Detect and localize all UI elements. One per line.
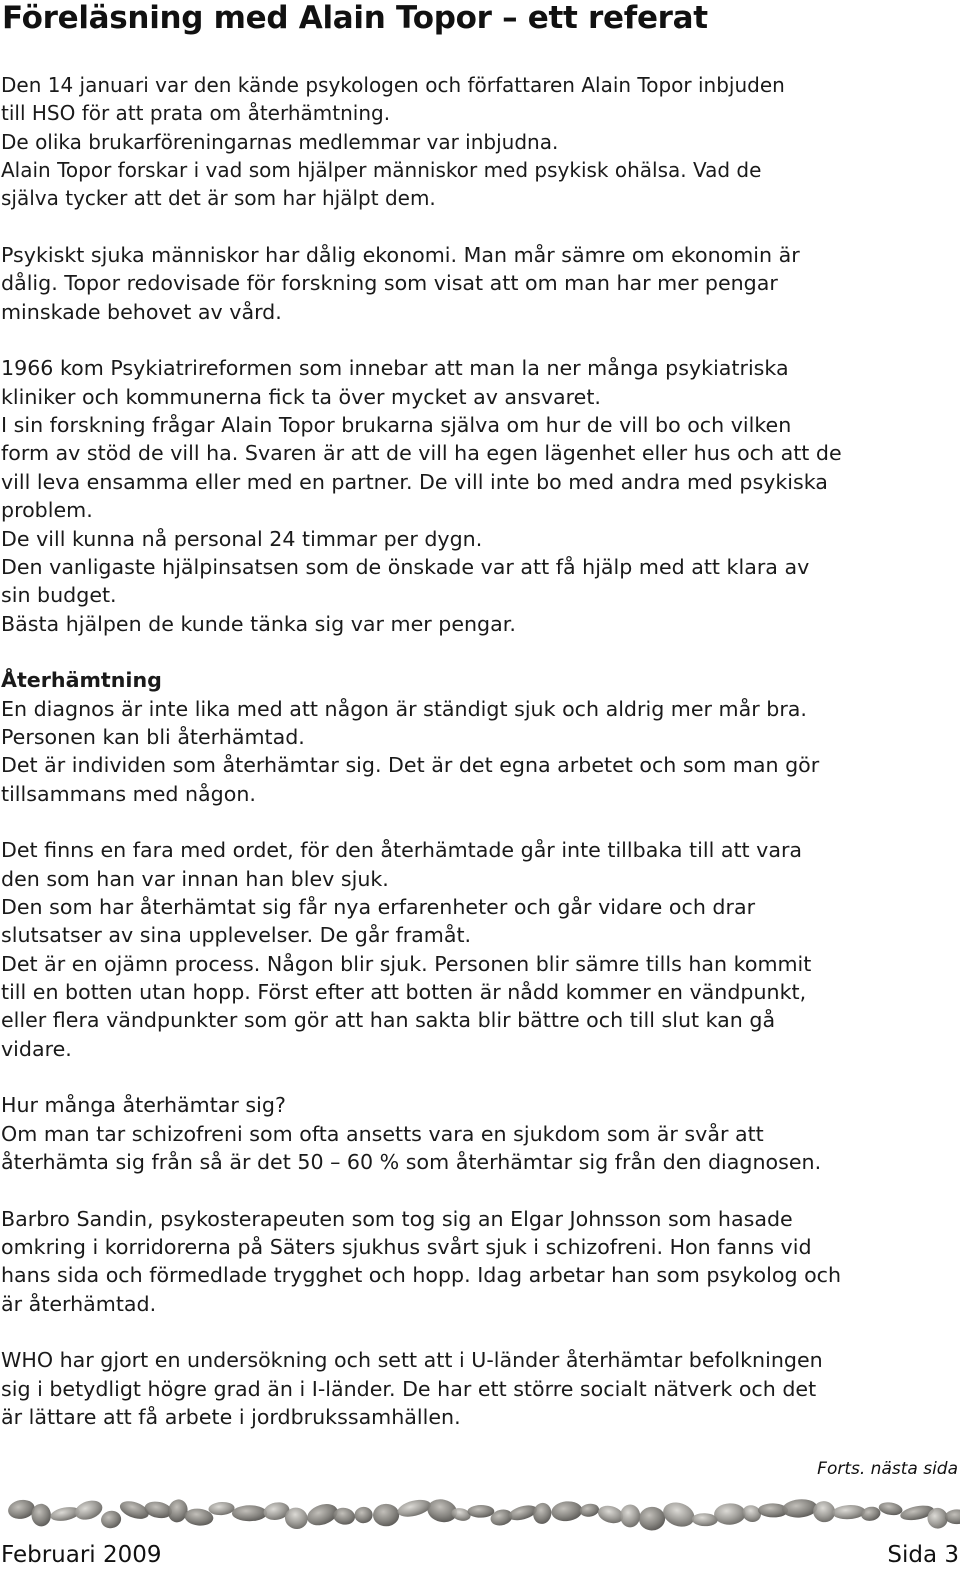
footer-date: Februari 2009: [1, 1542, 162, 1568]
text-line: är lättare att få arbete i jordbrukssamhällen.: [1, 1405, 461, 1430]
text-line: Det är en ojämn process. Någon blir sjuk. Personen blir sämre tills han kommit: [1, 951, 812, 976]
paragraph-process: [1, 836, 959, 1063]
paragraph-economy: [1, 241, 959, 326]
text-line: De olika brukarföreningarnas medlemmar var inbjudna.: [1, 129, 559, 154]
text-line: sin budget.: [1, 583, 117, 608]
text-line: Det är individen som återhämtar sig. Det är det egna arbetet och som man gör: [1, 753, 820, 778]
pebble-border-decoration: [0, 1494, 960, 1538]
text-line: En diagnos är inte lika med att någon är ständigt sjuk och aldrig mer mår bra.: [1, 696, 807, 721]
article-title: Föreläsning med Alain Topor – ett referat: [2, 0, 708, 36]
paragraph-who: [1, 1346, 959, 1431]
text-line: De vill kunna nå personal 24 timmar per dygn.: [1, 526, 483, 551]
paragraph-intro: [1, 71, 959, 213]
paragraph-how-many: [1, 1091, 959, 1176]
continuation-note: Forts. nästa sida: [817, 1459, 958, 1479]
text-line: minskade behovet av vård.: [1, 299, 282, 324]
text-line: omkring i korridorerna på Säters sjukhus svårt sjuk i schizofreni. Hon fanns vid: [1, 1235, 812, 1260]
text-line: vidare.: [1, 1036, 72, 1061]
text-line: 1966 kom Psykiatrireformen som innebar att man la ner många psykiatriska: [1, 356, 789, 381]
text-line: Den som har återhämtat sig får nya erfarenheter och går vidare och drar: [1, 894, 756, 919]
text-line: I sin forskning frågar Alain Topor brukarna själva om hur de vill bo och vilken: [1, 413, 792, 438]
text-line: vill leva ensamma eller med en partner. De vill inte bo med andra med psykiska: [1, 469, 828, 494]
text-line: WHO har gjort en undersökning och sett att i U-länder återhämtar befolkningen: [1, 1348, 823, 1373]
text-line: Den vanligaste hjälpinsatsen som de önskade var att få hjälp med att klara av: [1, 554, 810, 579]
text-line: Bästa hjälpen de kunde tänka sig var mer pengar.: [1, 611, 516, 636]
paragraph-recovery: [1, 666, 959, 808]
text-line: den som han var innan han blev sjuk.: [1, 866, 389, 891]
text-line: eller flera vändpunkter som gör att han sakta blir bättre och till slut kan gå: [1, 1008, 776, 1033]
text-line: Den 14 januari var den kände psykologen och författaren Alain Topor inbjuden: [1, 73, 785, 97]
text-line: till en botten utan hopp. Först efter att botten är nådd kommer en vändpunkt,: [1, 980, 807, 1004]
text-line: Det finns en fara med ordet, för den återhämtade går inte tillbaka till att vara: [1, 838, 803, 863]
text-line: Hur många återhämtar sig?: [1, 1093, 286, 1118]
text-line: slutsatser av sina upplevelser. De går framåt.: [1, 923, 472, 948]
text-line: Psykiskt sjuka människor har dålig ekonomi. Man mår sämre om ekonomin är: [1, 243, 800, 268]
text-line: Barbro Sandin, psykosterapeuten som tog sig an Elgar Johnsson som hasade: [1, 1206, 793, 1231]
article-body: [1, 71, 959, 1460]
text-line: Alain Topor forskar i vad som hjälper människor med psykisk ohälsa. Vad de: [1, 158, 762, 183]
text-line: återhämta sig från så är det 50 – 60 % som återhämtar sig från den diagnosen.: [1, 1150, 822, 1175]
text-line: till HSO för att prata om återhämtning.: [1, 101, 391, 126]
text-line: sig i betydligt högre grad än i I-länder. De har ett större socialt nätverk och det: [1, 1376, 817, 1401]
text-line: dålig. Topor redovisade för forskning som visat att om man har mer pengar: [1, 271, 778, 296]
text-line: själva tycker att det är som har hjälpt dem.: [1, 186, 436, 211]
footer-page-number: Sida 3: [887, 1542, 959, 1568]
paragraph-sandin: [1, 1205, 959, 1318]
section-heading: Återhämtning: [1, 668, 162, 693]
text-line: hans sida och förmedlade trygghet och hopp. Idag arbetar han som psykolog och: [1, 1263, 842, 1288]
paragraph-reform: [1, 354, 959, 637]
text-line: är återhämtad.: [1, 1291, 157, 1316]
text-line: kliniker och kommunerna fick ta över mycket av ansvaret.: [1, 384, 601, 409]
text-line: Personen kan bli återhämtad.: [1, 724, 305, 749]
text-line: form av stöd de vill ha. Svaren är att de vill ha egen lägenhet eller hus och att de: [1, 441, 842, 466]
text-line: problem.: [1, 498, 93, 523]
text-line: Om man tar schizofreni som ofta ansetts vara en sjukdom som är svår att: [1, 1121, 764, 1146]
text-line: tillsammans med någon.: [1, 781, 256, 806]
